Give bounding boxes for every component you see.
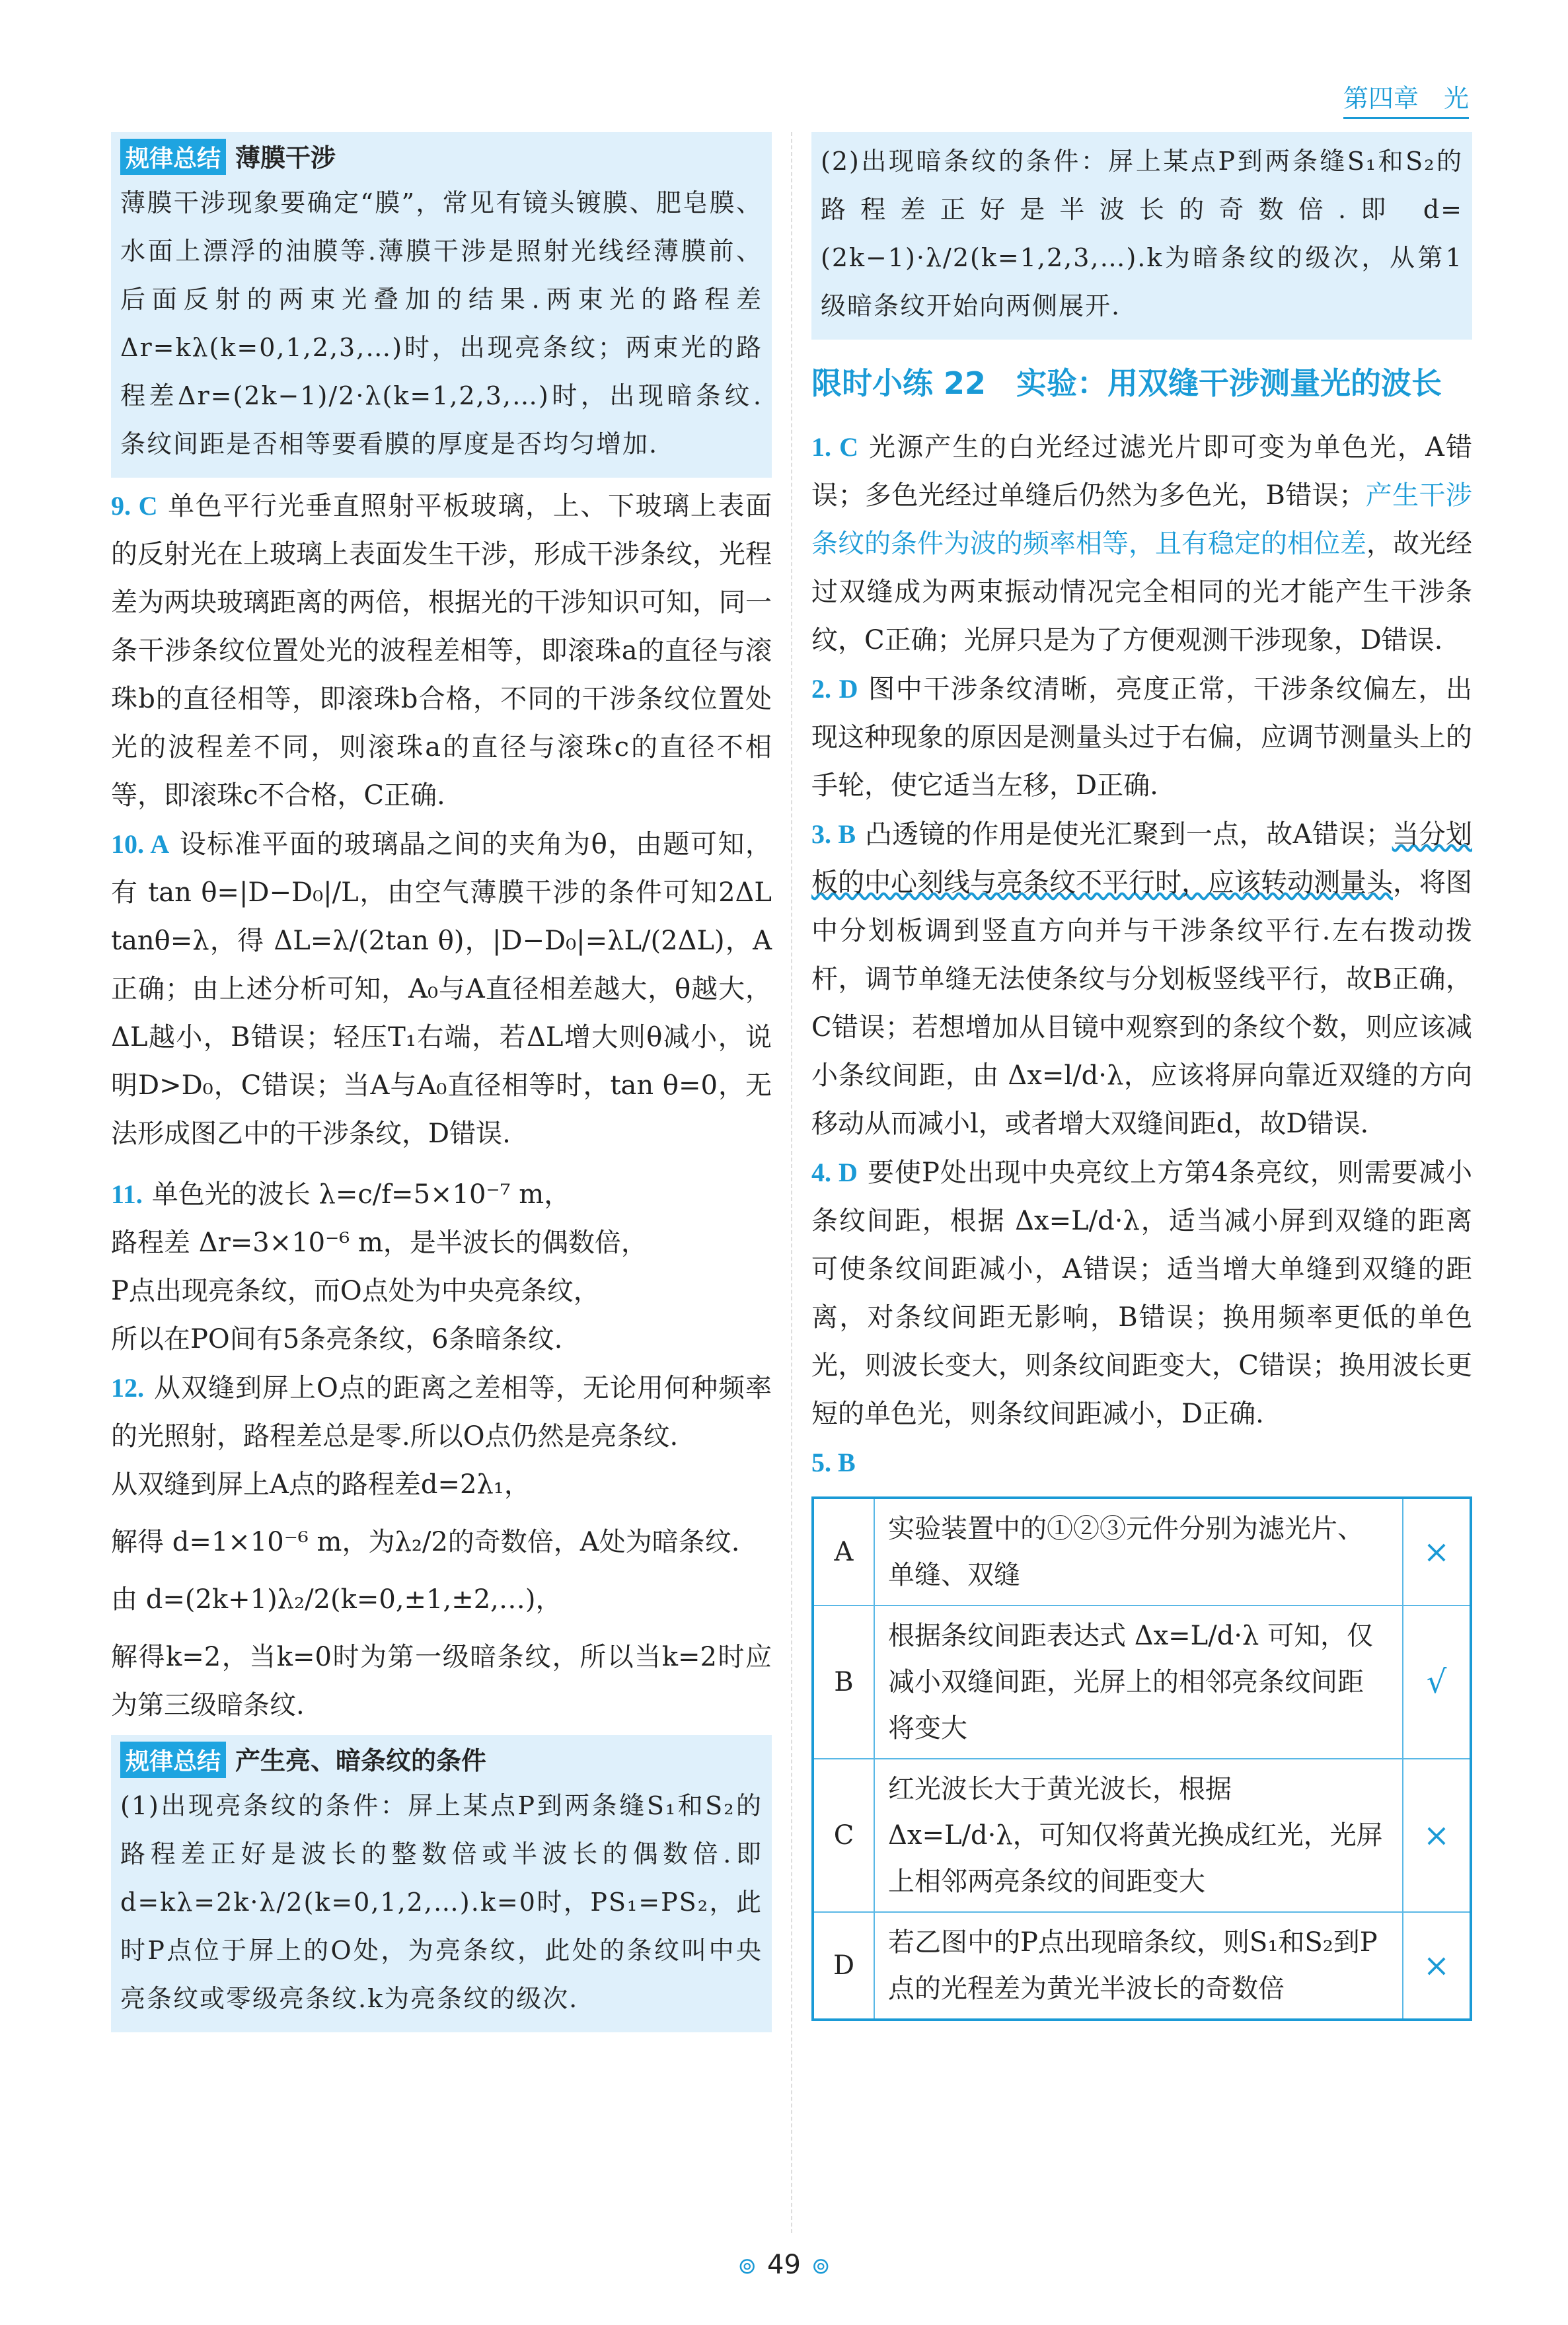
summary-box-thin-film (111, 132, 772, 478)
answer-line: 所以在PO间有5条亮条纹，6条暗条纹. (111, 1324, 563, 1354)
answer-text: ，故光经过双缝成为两束振动情况完全相同的光才能产生干涉条纹，C正确；光屏只是为了方便观测干涉现象，D错误. (811, 529, 1472, 655)
ornament-icon: ⊚ (737, 2253, 757, 2279)
answer-number: 11. (111, 1179, 143, 1209)
page-footer (0, 2250, 1568, 2280)
chapter-header: 第四章 光 (1343, 78, 1469, 119)
answer-3 (811, 810, 1472, 1148)
answer-line: 单色光的波长 λ=c/f=5×10⁻⁷ m， (151, 1179, 571, 1210)
column-divider (791, 132, 792, 2233)
answer-number: 10. A (111, 829, 170, 859)
cross-icon: × (1403, 1912, 1471, 2020)
answer-number: 9. C (111, 491, 158, 521)
answer-1 (811, 423, 1472, 665)
answer-number: 3. B (811, 819, 856, 849)
summary-text: (2)出现暗条纹的条件：屏上某点P到两条缝S₁和S₂的路程差正好是半波长的奇数倍.即 d=(2k−1)·λ/2(k=1,2,3,…).k为暗条纹的级次，从第1级暗条纹开始向两侧展开. (821, 147, 1463, 320)
table-row (813, 1498, 1471, 1605)
answer-10 (111, 820, 772, 1158)
answer-text: 要使P处出现中央亮纹上方第4条亮纹，则需要减小条纹间距，根据 Δx=L/d·λ，适当减小屏到双缝的距离可使条纹间距减小，A错误；适当增大单缝到双缝的距离，对条纹间距无影响，B错误；换用频率更低的单色光，则波长变大，则条纹间距变大，C错误；换用波长更短的单色光，则条纹间距减小，D正确. (811, 1158, 1472, 1429)
answer-number: 12. (111, 1373, 144, 1403)
table-row (813, 1912, 1471, 2020)
answer-text: 图中干涉条纹清晰，亮度正常，干涉条纹偏左，出现这种现象的原因是测量头过于右偏，应调节测量头上的手轮，使它适当左移，D正确. (811, 674, 1473, 801)
underlined-text: 当分划板的中心刻线与亮条纹不平行时，应该转动测量头 (811, 819, 1473, 898)
answer-number: 1. C (811, 432, 858, 462)
table-row (813, 1605, 1471, 1759)
answer-number: 4. D (811, 1158, 858, 1187)
section-title: 限时小练 22 实验：用双缝干涉测量光的波长 (811, 365, 1442, 401)
left-column (111, 132, 772, 2032)
answer-line: 解得 d=1×10⁻⁶ m，为λ₂/2的奇数倍，A处为暗条纹. (111, 1527, 740, 1557)
answer-text: 光源产生的白光经过滤光片即可变为单色光，A错误；多色光经过单缝后仍然为多色光，B错误； (811, 432, 1472, 511)
answer-9 (111, 482, 772, 820)
summary-box-continued (811, 132, 1472, 340)
answer-line: 由 d=(2k+1)λ₂/2(k=0,±1,±2,…)， (111, 1584, 562, 1615)
answer-line: 从双缝到屏上A点的路程差d=2λ₁， (111, 1469, 531, 1500)
answer-number: 2. D (811, 674, 858, 704)
answer-4 (811, 1148, 1472, 1438)
answer-text: 设标准平面的玻璃晶之间的夹角为θ，由题可知，有 tan θ=|D−D₀|/L，由空气薄膜干涉的条件可知2ΔL tanθ=λ，得 ΔL=λ/(2tan θ)，|D−D₀|=λL/(2ΔL)，A正确；由上述分析可知，A₀与A直径相差越大，θ越大，ΔL越小，B错误；轻压T₁右端，若ΔL增大则θ减小，说明D>D₀，C错误；当A与A₀直径相等时，tan θ=0，无法形成图乙中的干涉条纹，D错误. (111, 829, 772, 1149)
answer-5 (811, 1438, 1472, 1487)
summary-tag: 规律总结 (120, 139, 226, 175)
table-row (813, 1759, 1471, 1912)
answer-line: 解得k=2，当k=0时为第一级暗条纹，所以当k=2时应为第三级暗条纹. (111, 1642, 772, 1720)
right-column (811, 132, 1472, 2021)
summary-title: 产生亮、暗条纹的条件 (235, 1746, 487, 1775)
option-label: A (813, 1498, 874, 1605)
answer-line: P点出现亮条纹，而O点处为中央亮条纹， (111, 1276, 600, 1306)
answer-text: 单色平行光垂直照射平板玻璃，上、下玻璃上表面的反射光在上玻璃上表面发生干涉，形成干涉条纹，光程差为两块玻璃距离的两倍，根据光的干涉知识可知，同一条干涉条纹位置处光的波程差相等，即滚珠a的直径与滚珠b的直径相等，即滚珠b合格，不同的干涉条纹位置处光的波程差不同，则滚珠a的直径与滚珠c的直径不相等，即滚珠c不合格，C正确. (111, 491, 772, 811)
option-text: 实验装置中的①②③元件分别为滤光片、单缝、双缝 (874, 1498, 1403, 1605)
options-table (811, 1496, 1472, 2021)
answer-line: 从双缝到屏上O点的距离之差相等，无论用何种频率的光照射，路程差总是零.所以O点仍然是亮条纹. (111, 1373, 772, 1452)
answer-2 (811, 665, 1472, 810)
answer-11 (111, 1170, 772, 1364)
highlighted-text: 产生干涉条纹的条件为波的频率相等，且有稳定的相位差 (811, 480, 1472, 559)
option-label: C (813, 1759, 874, 1912)
summary-title: 薄膜干涉 (235, 143, 336, 172)
cross-icon: × (1403, 1498, 1471, 1605)
answer-line: 路程差 Δr=3×10⁻⁶ m，是半波长的偶数倍， (111, 1228, 648, 1258)
answer-number: 5. B (811, 1448, 856, 1477)
option-text: 红光波长大于黄光波长，根据 Δx=L/d·λ，可知仅将黄光换成红光，光屏上相邻两亮条纹的间距变大 (874, 1759, 1403, 1912)
answer-text: 凸透镜的作用是使光汇聚到一点，故A错误； (865, 819, 1392, 850)
option-label: D (813, 1912, 874, 2020)
summary-tag: 规律总结 (120, 1742, 226, 1778)
summary-text: 薄膜干涉现象要确定“膜”，常见有镜头镀膜、肥皂膜、水面上漂浮的油膜等.薄膜干涉是照射光线经薄膜前、后面反射的两束光叠加的结果.两束光的路程差Δr=kλ(k=0,1,2,3,…)时，出现亮条纹；两束光的路程差Δr=(2k−1)/2·λ(k=1,2,3,…)时，出现暗条纹.条纹间距是否相等要看膜的厚度是否均匀增加. (120, 188, 763, 459)
answer-12 (111, 1364, 772, 1730)
option-text: 若乙图中的P点出现暗条纹，则S₁和S₂到P点的光程差为黄光半波长的奇数倍 (874, 1912, 1403, 2020)
page-number: 49 (767, 2250, 801, 2280)
ornament-icon: ⊚ (811, 2253, 831, 2279)
check-icon: √ (1403, 1605, 1471, 1759)
summary-box-fringe-conditions (111, 1735, 772, 2032)
summary-text: (1)出现亮条纹的条件：屏上某点P到两条缝S₁和S₂的路程差正好是波长的整数倍或半波长的偶数倍.即d=kλ=2k·λ/2(k=0,1,2,…).k=0时，PS₁=PS₂，此时P点位于屏上的O处，为亮条纹，此处的条纹叫中央亮条纹或零级亮条纹.k为亮条纹的级次. (120, 1791, 763, 2013)
cross-icon: × (1403, 1759, 1471, 1912)
option-text: 根据条纹间距表达式 Δx=L/d·λ 可知，仅减小双缝间距，光屏上的相邻亮条纹间距将变大 (874, 1605, 1403, 1759)
option-label: B (813, 1605, 874, 1759)
answer-text: ，将图中分划板调到竖直方向并与干涉条纹平行.左右拨动拨杆，调节单缝无法使条纹与分划板竖线平行，故B正确，C错误；若想增加从目镜中观察到的条纹个数，则应该减小条纹间距，由 Δx=l/d·λ，应该将屏向靠近双缝的方向移动从而减小l，或者增大双缝间距d，故D错误. (811, 867, 1472, 1139)
